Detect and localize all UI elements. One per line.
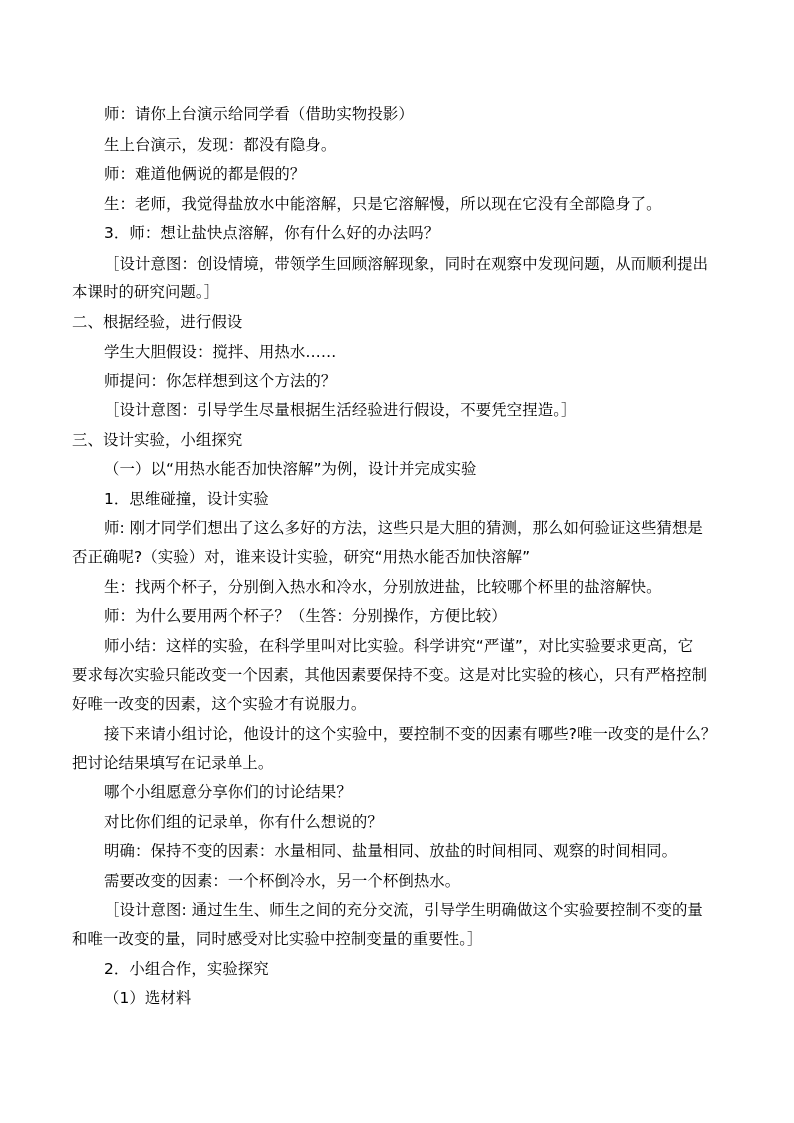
- dialogue-line: 师小结：这样的实验，在科学里叫对比实验。科学讲究“严谨”，对比实验要求更高，它: [104, 637, 694, 655]
- dialogue-line: 生：老师，我觉得盐放水中能溶解，只是它溶解慢，所以现在它没有全部隐身了。: [104, 195, 662, 213]
- numbered-step: 3．师：想让盐快点溶解，你有什么好的办法吗？: [104, 224, 440, 242]
- dialogue-line: 师：请你上台演示给同学看（借助实物投影）: [104, 105, 414, 123]
- dialogue-line: 明确：保持不变的因素：水量相同、盐量相同、放盐的时间相同、观察的时间相同。: [104, 842, 678, 860]
- dialogue-line-continued: 把讨论结果填写在记录单上。: [72, 754, 274, 772]
- numbered-step: 1．思维碰撞，设计实验: [104, 490, 269, 508]
- list-item: （1）选材料: [104, 989, 192, 1007]
- dialogue-line: 生：找两个杯子，分别倒入热水和冷水，分别放进盐，比较哪个杯里的盐溶解快。: [104, 578, 662, 596]
- design-intent-note: ［设计意图：引导学生尽量根据生活经验进行假设，不要凭空捏造。］: [104, 401, 577, 419]
- dialogue-line: 师：为什么要用两个杯子？（生答：分别操作，方便比较）: [104, 607, 507, 625]
- dialogue-line: 哪个小组愿意分享你们的讨论结果？: [104, 783, 352, 801]
- design-intent-note-continued: 本课时的研究问题。］: [72, 283, 220, 301]
- subsection-heading: （一）以“用热水能否加快溶解”为例，设计并完成实验: [104, 460, 477, 478]
- design-intent-note-continued: 和唯一改变的量，同时感受对比实验中控制变量的重要性。］: [72, 930, 483, 948]
- numbered-step: 2．小组合作，实验探究: [104, 960, 269, 978]
- dialogue-line: 接下来请小组讨论，他设计的这个实验中，要控制不变的因素有哪些?唯一改变的是什么？: [104, 725, 717, 743]
- dialogue-line: 学生大胆假设：搅拌、用热水……: [104, 343, 337, 361]
- dialogue-line: 需要改变的因素：一个杯倒冷水，另一个杯倒热水。: [104, 872, 461, 890]
- design-intent-note: ［设计意图：创设情境，带领学生回顾溶解现象，同时在观察中发现问题，从而顺利提出: [104, 255, 709, 273]
- dialogue-line-continued: 否正确呢?（实验）对，谁来设计实验，研究“用热水能否加快溶解”: [72, 548, 531, 566]
- dialogue-line: 师提问：你怎样想到这个方法的？: [104, 372, 337, 390]
- dialogue-line: 生上台演示，发现：都没有隐身。: [104, 136, 337, 154]
- section-heading: 二、根据经验，进行假设: [72, 313, 243, 331]
- section-heading: 三、设计实验，小组探究: [72, 431, 243, 449]
- dialogue-line-continued: 要求每次实验只能改变一个因素，其他因素要保持不变。这是对比实验的核心，只有严格控制: [72, 666, 708, 684]
- dialogue-line: 对比你们组的记录单，你有什么想说的？: [104, 813, 383, 831]
- design-intent-note: ［设计意图: 通过生生、师生之间的充分交流，引导学生明确做这个实验要控制不变的量: [104, 901, 703, 919]
- dialogue-line: 师: 刚才同学们想出了这么多好的方法，这些只是大胆的猜测，那么如何验证这些猜想是: [104, 519, 703, 537]
- dialogue-line: 师：难道他俩说的都是假的？: [104, 165, 306, 183]
- dialogue-line-continued: 好唯一改变的因素，这个实验才有说服力。: [72, 695, 367, 713]
